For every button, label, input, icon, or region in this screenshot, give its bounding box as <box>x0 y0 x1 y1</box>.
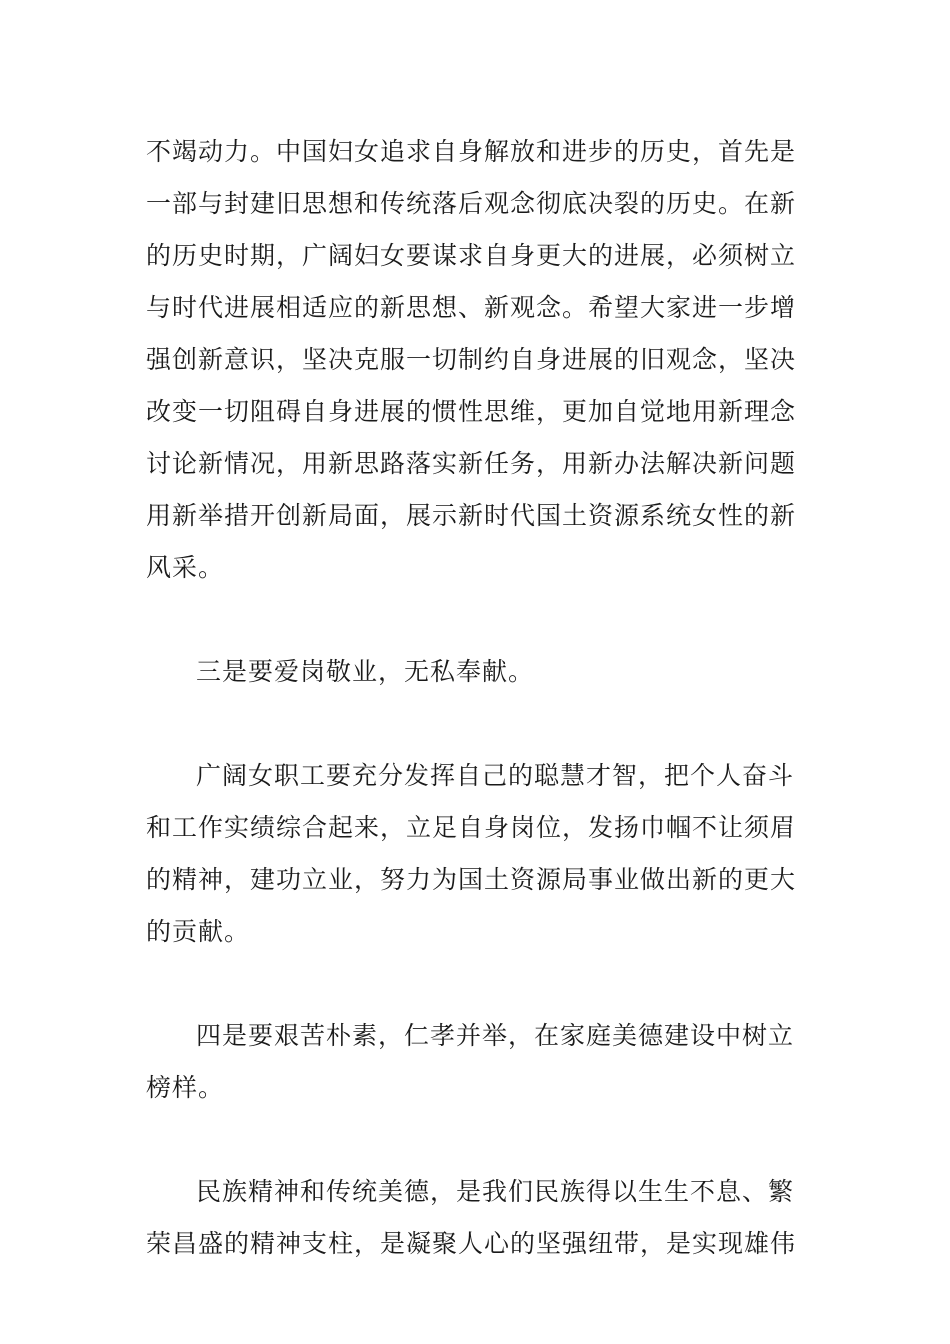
text-line: 广阔女职工要充分发挥自己的聪慧才智，把个人奋斗 <box>196 761 795 790</box>
text-line: 用新举措开创新局面，展示新时代国土资源系统女性的新 <box>146 501 797 530</box>
text-line: 的历史时期，广阔妇女要谋求自身更大的进展，必须树立 <box>146 241 797 270</box>
paragraph-spacer <box>146 698 810 750</box>
text-line: 的贡献。 <box>146 917 251 946</box>
paragraph-spacer <box>146 594 810 646</box>
text-line: 一部与封建旧思想和传统落后观念彻底决裂的历史。在新 <box>146 189 797 218</box>
paragraph-1 <box>146 126 810 594</box>
text-line: 四是要艰苦朴素，仁孝并举，在家庭美德建设中树立 <box>196 1021 795 1050</box>
paragraph-spacer <box>146 958 810 1010</box>
text-line: 讨论新情况，用新思路落实新任务，用新办法解决新问题 <box>146 449 797 478</box>
paragraph-3 <box>146 750 810 958</box>
paragraph-2-heading <box>146 646 810 698</box>
paragraph-spacer <box>146 1114 810 1166</box>
text-line: 不竭动力。中国妇女追求自身解放和进步的历史，首先是 <box>146 137 797 166</box>
text-line: 和工作实绩综合起来，立足自身岗位，发扬巾帼不让须眉 <box>146 813 797 842</box>
document-body <box>146 126 810 1270</box>
text-line: 荣昌盛的精神支柱，是凝聚人心的坚强纽带，是实现雄伟 <box>146 1229 797 1258</box>
text-line: 三是要爱岗敬业，无私奉献。 <box>196 657 535 686</box>
paragraph-5 <box>146 1166 810 1270</box>
paragraph-4-heading <box>146 1010 810 1114</box>
text-line: 民族精神和传统美德，是我们民族得以生生不息、繁 <box>196 1177 795 1206</box>
text-line: 榜样。 <box>146 1073 225 1102</box>
text-line: 风采。 <box>146 553 225 582</box>
text-line: 改变一切阻碍自身进展的惯性思维，更加自觉地用新理念 <box>146 397 797 426</box>
text-line: 与时代进展相适应的新思想、新观念。希望大家进一步增 <box>146 293 797 322</box>
text-line: 强创新意识，坚决克服一切制约自身进展的旧观念，坚决 <box>146 345 797 374</box>
text-line: 的精神，建功立业，努力为国土资源局事业做出新的更大 <box>146 865 797 894</box>
